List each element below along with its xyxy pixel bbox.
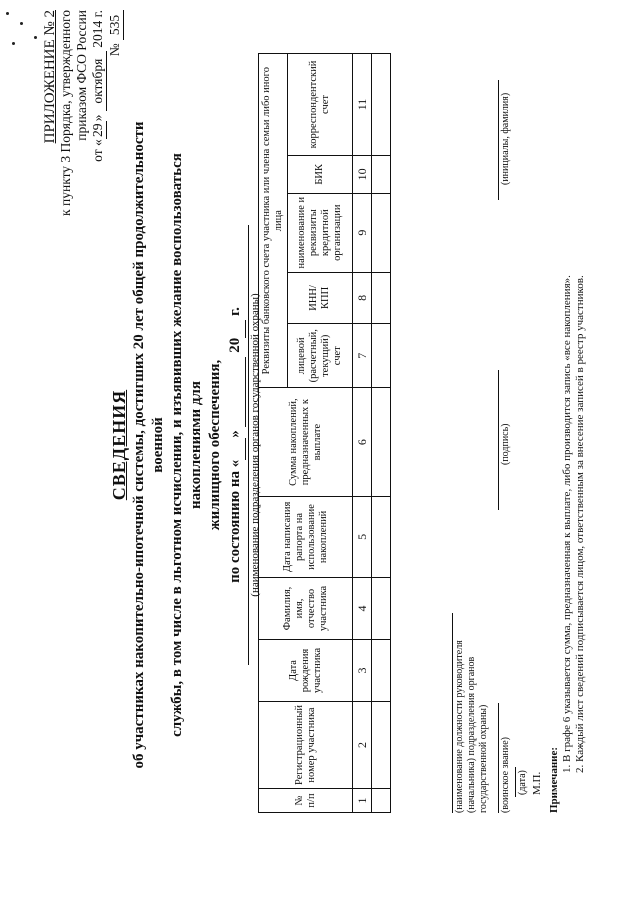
note-item-1: 1. В графе 6 указывается сумма, предназначенная к выплате, либо производится запись «все накопления». bbox=[561, 275, 573, 773]
date-month: октября bbox=[90, 51, 107, 111]
date-day: 29 bbox=[90, 121, 107, 139]
colnum-5: 5 bbox=[353, 496, 372, 577]
name-caption: (инициалы, фамилия) bbox=[500, 92, 511, 185]
colnum-8: 8 bbox=[353, 272, 372, 324]
empty-cell bbox=[372, 702, 391, 789]
participants-table bbox=[258, 53, 391, 813]
position-caption: (наименование должности руководителя (начальника) подразделения органов государственной охраны) bbox=[454, 640, 489, 813]
scan-speck bbox=[34, 36, 37, 39]
header-col7: лицевой (расчетный, текущий) счет bbox=[288, 324, 353, 388]
header-col8: ИНН/КПП bbox=[288, 272, 353, 324]
empty-cell bbox=[372, 496, 391, 577]
header-col1: № п/п bbox=[259, 789, 353, 813]
document-title: СВЕДЕНИЯ bbox=[109, 389, 129, 501]
notes-heading: Примечание: bbox=[548, 746, 560, 813]
empty-cell bbox=[372, 639, 391, 701]
asof-prefix: по состоянию на « bbox=[227, 459, 243, 583]
colnum-1: 1 bbox=[353, 789, 372, 813]
empty-cell bbox=[372, 193, 391, 272]
title-line3: жилищного обеспечения, bbox=[207, 359, 223, 531]
name-line bbox=[498, 80, 499, 200]
date-mid: » bbox=[90, 114, 105, 122]
colnum-3: 3 bbox=[353, 639, 372, 701]
scan-speck bbox=[20, 22, 23, 25]
header-col10: БИК bbox=[288, 155, 353, 193]
colnum-2: 2 bbox=[353, 702, 372, 789]
header-col11: корреспондентский счет bbox=[288, 54, 353, 156]
colnum-10: 10 bbox=[353, 155, 372, 193]
date-year: 2014 г. bbox=[90, 10, 105, 48]
rank-line bbox=[498, 703, 499, 813]
empty-cell bbox=[372, 577, 391, 639]
stamp-place: М.П. bbox=[531, 771, 543, 795]
empty-cell bbox=[372, 388, 391, 497]
empty-cell bbox=[372, 789, 391, 813]
appendix-line2: приказом ФСО России bbox=[74, 10, 89, 141]
scan-speck bbox=[12, 42, 15, 45]
table-row bbox=[372, 54, 391, 813]
appendix-date bbox=[90, 10, 107, 245]
title-block bbox=[108, 105, 261, 785]
empty-cell bbox=[372, 54, 391, 156]
header-account-group: Реквизиты банковского счета участника или члена семьи либо иного лица bbox=[259, 54, 288, 388]
empty-cell bbox=[372, 324, 391, 388]
appendix-line1: к пункту 3 Порядка, утвержденного bbox=[58, 10, 73, 216]
colnum-7: 7 bbox=[353, 324, 372, 388]
header-col9: наименование и реквизиты кредитной организации bbox=[288, 193, 353, 272]
asof-day-blank bbox=[225, 438, 246, 460]
header-col5: Дата написания рапорта на использование накоплений bbox=[259, 496, 353, 577]
asof-mid: » bbox=[227, 430, 243, 438]
header-col4: Фамилия, имя, отчество участника bbox=[259, 577, 353, 639]
table-column-numbers bbox=[353, 54, 372, 813]
colnum-4: 4 bbox=[353, 577, 372, 639]
scan-speck bbox=[6, 12, 9, 15]
asof-year: 20 bbox=[227, 337, 243, 353]
asof-year-blank bbox=[225, 320, 246, 338]
header-col2: Регистрационный номер участника bbox=[259, 702, 353, 789]
date-line bbox=[515, 767, 516, 797]
header-col6: Сумма накоплений, предназначенных к выплате bbox=[259, 388, 353, 497]
number-sign: № bbox=[107, 43, 122, 57]
order-number: 535 bbox=[107, 10, 124, 40]
table-header-row bbox=[259, 54, 288, 813]
rank-caption: (воинское звание) bbox=[500, 737, 511, 813]
date-caption: (дата) bbox=[517, 770, 528, 795]
title-line2: службы, в том числе в льготном исчислении, и изъявивших желание воспользоваться накоплениями для bbox=[169, 153, 204, 737]
position-line bbox=[452, 613, 453, 813]
colnum-11: 11 bbox=[353, 54, 372, 156]
as-of-date bbox=[225, 105, 246, 785]
note-item-2: 2. Каждый лист сведений подписывается лицом, ответственным за внесение записей в реестр участников. bbox=[574, 275, 586, 773]
empty-cell bbox=[372, 155, 391, 193]
empty-cell bbox=[372, 272, 391, 324]
org-caption: (наименование подразделения органов государственной охраны) bbox=[249, 293, 261, 597]
sign-line bbox=[498, 370, 499, 510]
colnum-6: 6 bbox=[353, 388, 372, 497]
asof-month-blank bbox=[225, 357, 246, 427]
header-col3: Дата рождения участника bbox=[259, 639, 353, 701]
date-prefix: от « bbox=[90, 139, 105, 162]
notes-block bbox=[548, 93, 587, 813]
colnum-9: 9 bbox=[353, 193, 372, 272]
title-line1: об участниках накопительно-ипотечной системы, достигших 20 лет общей продолжительности военной bbox=[131, 121, 166, 769]
sign-caption: (подпись) bbox=[500, 423, 511, 465]
asof-suffix: г. bbox=[227, 307, 243, 317]
appendix-title: ПРИЛОЖЕНИЕ № 2 bbox=[42, 10, 58, 144]
